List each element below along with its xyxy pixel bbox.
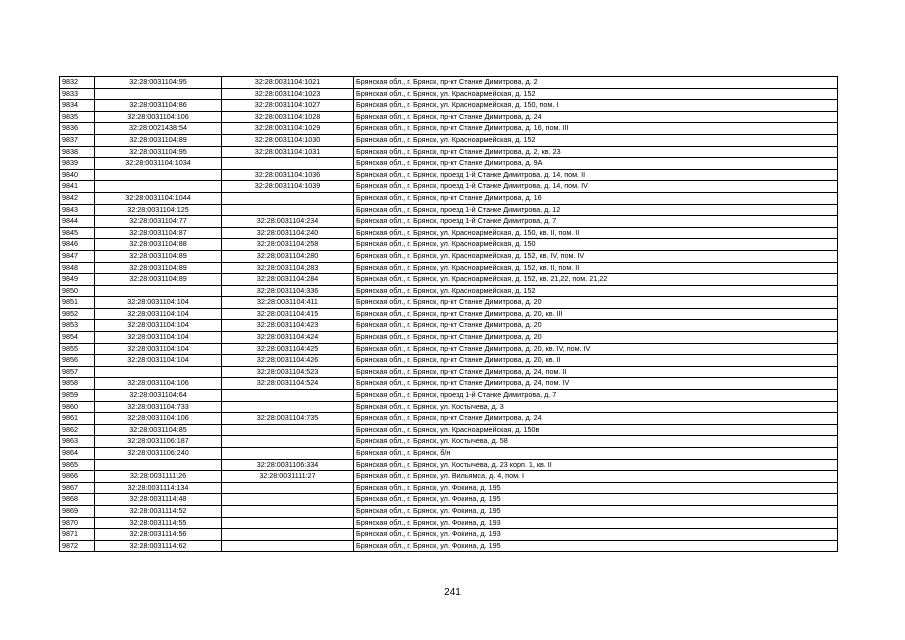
- cadastral-number-cell: 32:28:0031104:104: [95, 308, 222, 320]
- address-cell: Брянская обл., г. Брянск, пр-кт Станке Димитрова, д. 16, пом. III: [354, 123, 838, 135]
- cadastral-number-cell: 32:28:0031104:1044: [95, 192, 222, 204]
- cadastral-number-cell: [95, 459, 222, 471]
- cadastral-number-cell: 32:28:0031114:52: [95, 505, 222, 517]
- row-number-cell: 9871: [60, 529, 95, 541]
- object-number-cell: 32:28:0031104:1027: [222, 100, 354, 112]
- row-number-cell: 9843: [60, 204, 95, 216]
- table-row: [60, 181, 838, 193]
- table-row: [60, 494, 838, 506]
- address-cell: Брянская обл., г. Брянск, пр-кт Станке Димитрова, д. 9А: [354, 158, 838, 170]
- table-row: [60, 262, 838, 274]
- row-number-cell: 9840: [60, 169, 95, 181]
- object-number-cell: [222, 482, 354, 494]
- object-number-cell: [222, 192, 354, 204]
- table-row: [60, 529, 838, 541]
- cadastral-number-cell: 32:28:0031106:240: [95, 448, 222, 460]
- object-number-cell: 32:28:0031104:1036: [222, 169, 354, 181]
- object-number-cell: 32:28:0031104:424: [222, 332, 354, 344]
- cadastral-number-cell: 32:28:0031106:187: [95, 436, 222, 448]
- table-row: [60, 355, 838, 367]
- table-row: [60, 285, 838, 297]
- table-row: [60, 216, 838, 228]
- address-cell: Брянская обл., г. Брянск, ул. Фокина, д. 193: [354, 517, 838, 529]
- table-row: [60, 204, 838, 216]
- table-row: [60, 378, 838, 390]
- table-row: [60, 459, 838, 471]
- table-row: [60, 366, 838, 378]
- cadastral-number-cell: 32:28:0031104:106: [95, 378, 222, 390]
- object-number-cell: 32:28:0031104:258: [222, 239, 354, 251]
- page-number: 241: [444, 587, 461, 598]
- cadastral-number-cell: 32:28:0031104:125: [95, 204, 222, 216]
- address-cell: Брянская обл., г. Брянск, проезд 1-й Станке Димитрова, д. 12: [354, 204, 838, 216]
- table-row: [60, 505, 838, 517]
- table-row: [60, 308, 838, 320]
- table-row: [60, 448, 838, 460]
- address-cell: Брянская обл., г. Брянск, проезд 1-й Станке Димитрова, д. 14, пом. IV: [354, 181, 838, 193]
- object-number-cell: [222, 540, 354, 552]
- address-cell: Брянская обл., г. Брянск, пр-кт Станке Димитрова, д. 16: [354, 192, 838, 204]
- object-number-cell: [222, 517, 354, 529]
- row-number-cell: 9852: [60, 308, 95, 320]
- cadastral-number-cell: 32:28:0031104:104: [95, 343, 222, 355]
- object-number-cell: 32:28:0031104:234: [222, 216, 354, 228]
- object-number-cell: 32:28:0031104:411: [222, 297, 354, 309]
- row-number-cell: 9864: [60, 448, 95, 460]
- row-number-cell: 9844: [60, 216, 95, 228]
- table-row: [60, 482, 838, 494]
- address-cell: Брянская обл., г. Брянск, ул. Красноармейская, д. 152, кв. IV, пом. IV: [354, 250, 838, 262]
- address-cell: Брянская обл., г. Брянск, пр-кт Станке Димитрова, д. 20: [354, 297, 838, 309]
- table-row: [60, 250, 838, 262]
- cadastral-number-cell: 32:28:0031104:104: [95, 297, 222, 309]
- cadastral-number-cell: 32:28:0031114:62: [95, 540, 222, 552]
- row-number-cell: 9856: [60, 355, 95, 367]
- object-number-cell: 32:28:0031104:423: [222, 320, 354, 332]
- object-number-cell: [222, 390, 354, 402]
- row-number-cell: 9866: [60, 471, 95, 483]
- cadastral-number-cell: 32:28:0031104:104: [95, 355, 222, 367]
- cadastral-number-cell: 32:28:0031114:55: [95, 517, 222, 529]
- cadastral-number-cell: 32:28:0031104:733: [95, 401, 222, 413]
- cadastral-number-cell: 32:28:0031114:48: [95, 494, 222, 506]
- object-number-cell: 32:28:0031104:1021: [222, 77, 354, 89]
- table-row: [60, 320, 838, 332]
- address-cell: Брянская обл., г. Брянск, ул. Фокина, д. 195: [354, 540, 838, 552]
- cadastral-number-cell: 32:28:0031104:104: [95, 320, 222, 332]
- cadastral-number-cell: 32:28:0031104:1034: [95, 158, 222, 170]
- row-number-cell: 9847: [60, 250, 95, 262]
- cadastral-number-cell: 32:28:0031104:87: [95, 227, 222, 239]
- row-number-cell: 9858: [60, 378, 95, 390]
- row-number-cell: 9868: [60, 494, 95, 506]
- address-cell: Брянская обл., г. Брянск, ул. Фокина, д. 195: [354, 505, 838, 517]
- row-number-cell: 9849: [60, 274, 95, 286]
- cadastral-number-cell: 32:28:0031104:89: [95, 262, 222, 274]
- table-body: [60, 77, 838, 552]
- table-row: [60, 169, 838, 181]
- cadastral-number-cell: 32:28:0031104:95: [95, 146, 222, 158]
- row-number-cell: 9838: [60, 146, 95, 158]
- row-number-cell: 9834: [60, 100, 95, 112]
- object-number-cell: [222, 505, 354, 517]
- object-number-cell: 32:28:0031104:240: [222, 227, 354, 239]
- table-row: [60, 424, 838, 436]
- object-number-cell: 32:28:0031104:284: [222, 274, 354, 286]
- cadastral-number-cell: 32:28:0031104:89: [95, 134, 222, 146]
- object-number-cell: 32:28:0031106:334: [222, 459, 354, 471]
- object-number-cell: 32:28:0031104:415: [222, 308, 354, 320]
- cadastral-number-cell: 32:28:0031104:77: [95, 216, 222, 228]
- row-number-cell: 9850: [60, 285, 95, 297]
- address-cell: Брянская обл., г. Брянск, ул. Костычева, д. 58: [354, 436, 838, 448]
- table-row: [60, 239, 838, 251]
- object-number-cell: [222, 448, 354, 460]
- address-cell: Брянская обл., г. Брянск, ул. Фокина, д. 195: [354, 482, 838, 494]
- table-row: [60, 134, 838, 146]
- object-number-cell: 32:28:0031104:523: [222, 366, 354, 378]
- table-row: [60, 77, 838, 89]
- records-table: [59, 76, 838, 552]
- cadastral-number-cell: [95, 169, 222, 181]
- address-cell: Брянская обл., г. Брянск, проезд 1-й Станке Димитрова, д. 14, пом. II: [354, 169, 838, 181]
- cadastral-number-cell: 32:28:0031104:89: [95, 250, 222, 262]
- row-number-cell: 9832: [60, 77, 95, 89]
- object-number-cell: 32:28:0031104:1029: [222, 123, 354, 135]
- object-number-cell: 32:28:0031104:1023: [222, 88, 354, 100]
- row-number-cell: 9851: [60, 297, 95, 309]
- cadastral-number-cell: [95, 88, 222, 100]
- row-number-cell: 9845: [60, 227, 95, 239]
- object-number-cell: [222, 401, 354, 413]
- object-number-cell: 32:28:0031104:1031: [222, 146, 354, 158]
- address-cell: Брянская обл., г. Брянск, ул. Вильямса, д. 4, пом. I: [354, 471, 838, 483]
- address-cell: Брянская обл., г. Брянск, пр-кт Станке Димитрова, д. 20: [354, 332, 838, 344]
- cadastral-number-cell: 32:28:0031104:85: [95, 424, 222, 436]
- object-number-cell: 32:28:0031104:283: [222, 262, 354, 274]
- object-number-cell: [222, 436, 354, 448]
- table-row: [60, 111, 838, 123]
- row-number-cell: 9855: [60, 343, 95, 355]
- cadastral-number-cell: 32:28:0031104:88: [95, 239, 222, 251]
- address-cell: Брянская обл., г. Брянск, пр-кт Станке Димитрова, д. 24: [354, 413, 838, 425]
- row-number-cell: 9835: [60, 111, 95, 123]
- row-number-cell: 9848: [60, 262, 95, 274]
- row-number-cell: 9869: [60, 505, 95, 517]
- table-row: [60, 436, 838, 448]
- cadastral-number-cell: [95, 366, 222, 378]
- address-cell: Брянская обл., г. Брянск, пр-кт Станке Димитрова, д. 24, пом. IV: [354, 378, 838, 390]
- table-row: [60, 297, 838, 309]
- table-row: [60, 332, 838, 344]
- row-number-cell: 9836: [60, 123, 95, 135]
- object-number-cell: [222, 158, 354, 170]
- address-cell: Брянская обл., г. Брянск, ул. Костычева, д. 23 корп. 1, кв. II: [354, 459, 838, 471]
- row-number-cell: 9837: [60, 134, 95, 146]
- address-cell: Брянская обл., г. Брянск, ул. Красноармейская, д. 152: [354, 285, 838, 297]
- address-cell: Брянская обл., г. Брянск, ул. Красноармейская, д. 152: [354, 88, 838, 100]
- cadastral-number-cell: 32:28:0031114:56: [95, 529, 222, 541]
- table-row: [60, 390, 838, 402]
- address-cell: Брянская обл., г. Брянск, ул. Фокина, д. 195: [354, 494, 838, 506]
- address-cell: Брянская обл., г. Брянск, пр-кт Станке Димитрова, д. 20, кв. III: [354, 308, 838, 320]
- row-number-cell: 9865: [60, 459, 95, 471]
- object-number-cell: 32:28:0031104:280: [222, 250, 354, 262]
- row-number-cell: 9867: [60, 482, 95, 494]
- object-number-cell: [222, 204, 354, 216]
- cadastral-number-cell: [95, 285, 222, 297]
- address-cell: Брянская обл., г. Брянск, ул. Красноармейская, д. 152, кв. 21,22, пом. 21,22: [354, 274, 838, 286]
- table-row: [60, 401, 838, 413]
- cadastral-number-cell: 32:28:0031104:86: [95, 100, 222, 112]
- cadastral-number-cell: 32:28:0021438:54: [95, 123, 222, 135]
- address-cell: Брянская обл., г. Брянск, пр-кт Станке Димитрова, д. 20, кв. IV, пом. IV: [354, 343, 838, 355]
- object-number-cell: 32:28:0031104:1030: [222, 134, 354, 146]
- table-row: [60, 158, 838, 170]
- address-cell: Брянская обл., г. Брянск, пр-кт Станке Димитрова, д. 20, кв. II: [354, 355, 838, 367]
- address-cell: Брянская обл., г. Брянск, ул. Красноармейская, д. 152: [354, 134, 838, 146]
- address-cell: Брянская обл., г. Брянск, проезд 1-й Станке Димитрова, д. 7: [354, 216, 838, 228]
- object-number-cell: [222, 424, 354, 436]
- address-cell: Брянская обл., г. Брянск, пр-кт Станке Димитрова, д. 2, кв. 23: [354, 146, 838, 158]
- row-number-cell: 9839: [60, 158, 95, 170]
- address-cell: Брянская обл., г. Брянск, ул. Красноармейская, д. 150: [354, 239, 838, 251]
- table-row: [60, 274, 838, 286]
- row-number-cell: 9842: [60, 192, 95, 204]
- cadastral-number-cell: 32:28:0031104:95: [95, 77, 222, 89]
- object-number-cell: [222, 494, 354, 506]
- object-number-cell: 32:28:0031104:425: [222, 343, 354, 355]
- cadastral-number-cell: 32:28:0031104:104: [95, 332, 222, 344]
- object-number-cell: [222, 529, 354, 541]
- row-number-cell: 9860: [60, 401, 95, 413]
- table-row: [60, 413, 838, 425]
- row-number-cell: 9861: [60, 413, 95, 425]
- table-row: [60, 146, 838, 158]
- address-cell: Брянская обл., г. Брянск, ул. Красноармейская, д. 150в: [354, 424, 838, 436]
- address-cell: Брянская обл., г. Брянск, пр-кт Станке Димитрова, д. 2: [354, 77, 838, 89]
- cadastral-number-cell: [95, 181, 222, 193]
- address-cell: Брянская обл., г. Брянск, пр-кт Станке Димитрова, д. 20: [354, 320, 838, 332]
- address-cell: Брянская обл., г. Брянск, ул. Красноармейская, д. 152, кв. II, пом. II: [354, 262, 838, 274]
- object-number-cell: 32:28:0031104:426: [222, 355, 354, 367]
- row-number-cell: 9870: [60, 517, 95, 529]
- address-cell: Брянская обл., г. Брянск, ул. Костычева, д. 3: [354, 401, 838, 413]
- row-number-cell: 9863: [60, 436, 95, 448]
- address-cell: Брянская обл., г. Брянск, ул. Красноармейская, д. 150, пом. I: [354, 100, 838, 112]
- cadastral-number-cell: 32:28:0031104:64: [95, 390, 222, 402]
- table-row: [60, 471, 838, 483]
- cadastral-number-cell: 32:28:0031104:106: [95, 413, 222, 425]
- row-number-cell: 9854: [60, 332, 95, 344]
- row-number-cell: 9862: [60, 424, 95, 436]
- row-number-cell: 9857: [60, 366, 95, 378]
- address-cell: Брянская обл., г. Брянск, ул. Красноармейская, д. 150, кв. II, пом. II: [354, 227, 838, 239]
- row-number-cell: 9853: [60, 320, 95, 332]
- row-number-cell: 9846: [60, 239, 95, 251]
- row-number-cell: 9872: [60, 540, 95, 552]
- address-cell: Брянская обл., г. Брянск, проезд 1-й Станке Димитрова, д. 7: [354, 390, 838, 402]
- cadastral-number-cell: 32:28:0031111:26: [95, 471, 222, 483]
- row-number-cell: 9859: [60, 390, 95, 402]
- object-number-cell: 32:28:0031104:1028: [222, 111, 354, 123]
- object-number-cell: 32:28:0031104:336: [222, 285, 354, 297]
- row-number-cell: 9833: [60, 88, 95, 100]
- cadastral-number-cell: 32:28:0031104:106: [95, 111, 222, 123]
- address-cell: Брянская обл., г. Брянск, ул. Фокина, д. 193: [354, 529, 838, 541]
- object-number-cell: 32:28:0031104:524: [222, 378, 354, 390]
- object-number-cell: 32:28:0031104:735: [222, 413, 354, 425]
- table-row: [60, 100, 838, 112]
- address-cell: Брянская обл., г. Брянск, пр-кт Станке Димитрова, д. 24: [354, 111, 838, 123]
- table-row: [60, 123, 838, 135]
- cadastral-number-cell: 32:28:0031114:134: [95, 482, 222, 494]
- object-number-cell: 32:28:0031104:1039: [222, 181, 354, 193]
- table-row: [60, 192, 838, 204]
- address-cell: Брянская обл., г. Брянск, пр-кт Станке Димитрова, д. 24, пом. II: [354, 366, 838, 378]
- table-row: [60, 227, 838, 239]
- row-number-cell: 9841: [60, 181, 95, 193]
- table-row: [60, 343, 838, 355]
- object-number-cell: 32:28:0031111:27: [222, 471, 354, 483]
- address-cell: Брянская обл., г. Брянск, б/н: [354, 448, 838, 460]
- table-row: [60, 88, 838, 100]
- cadastral-number-cell: 32:28:0031104:89: [95, 274, 222, 286]
- table-row: [60, 517, 838, 529]
- table-row: [60, 540, 838, 552]
